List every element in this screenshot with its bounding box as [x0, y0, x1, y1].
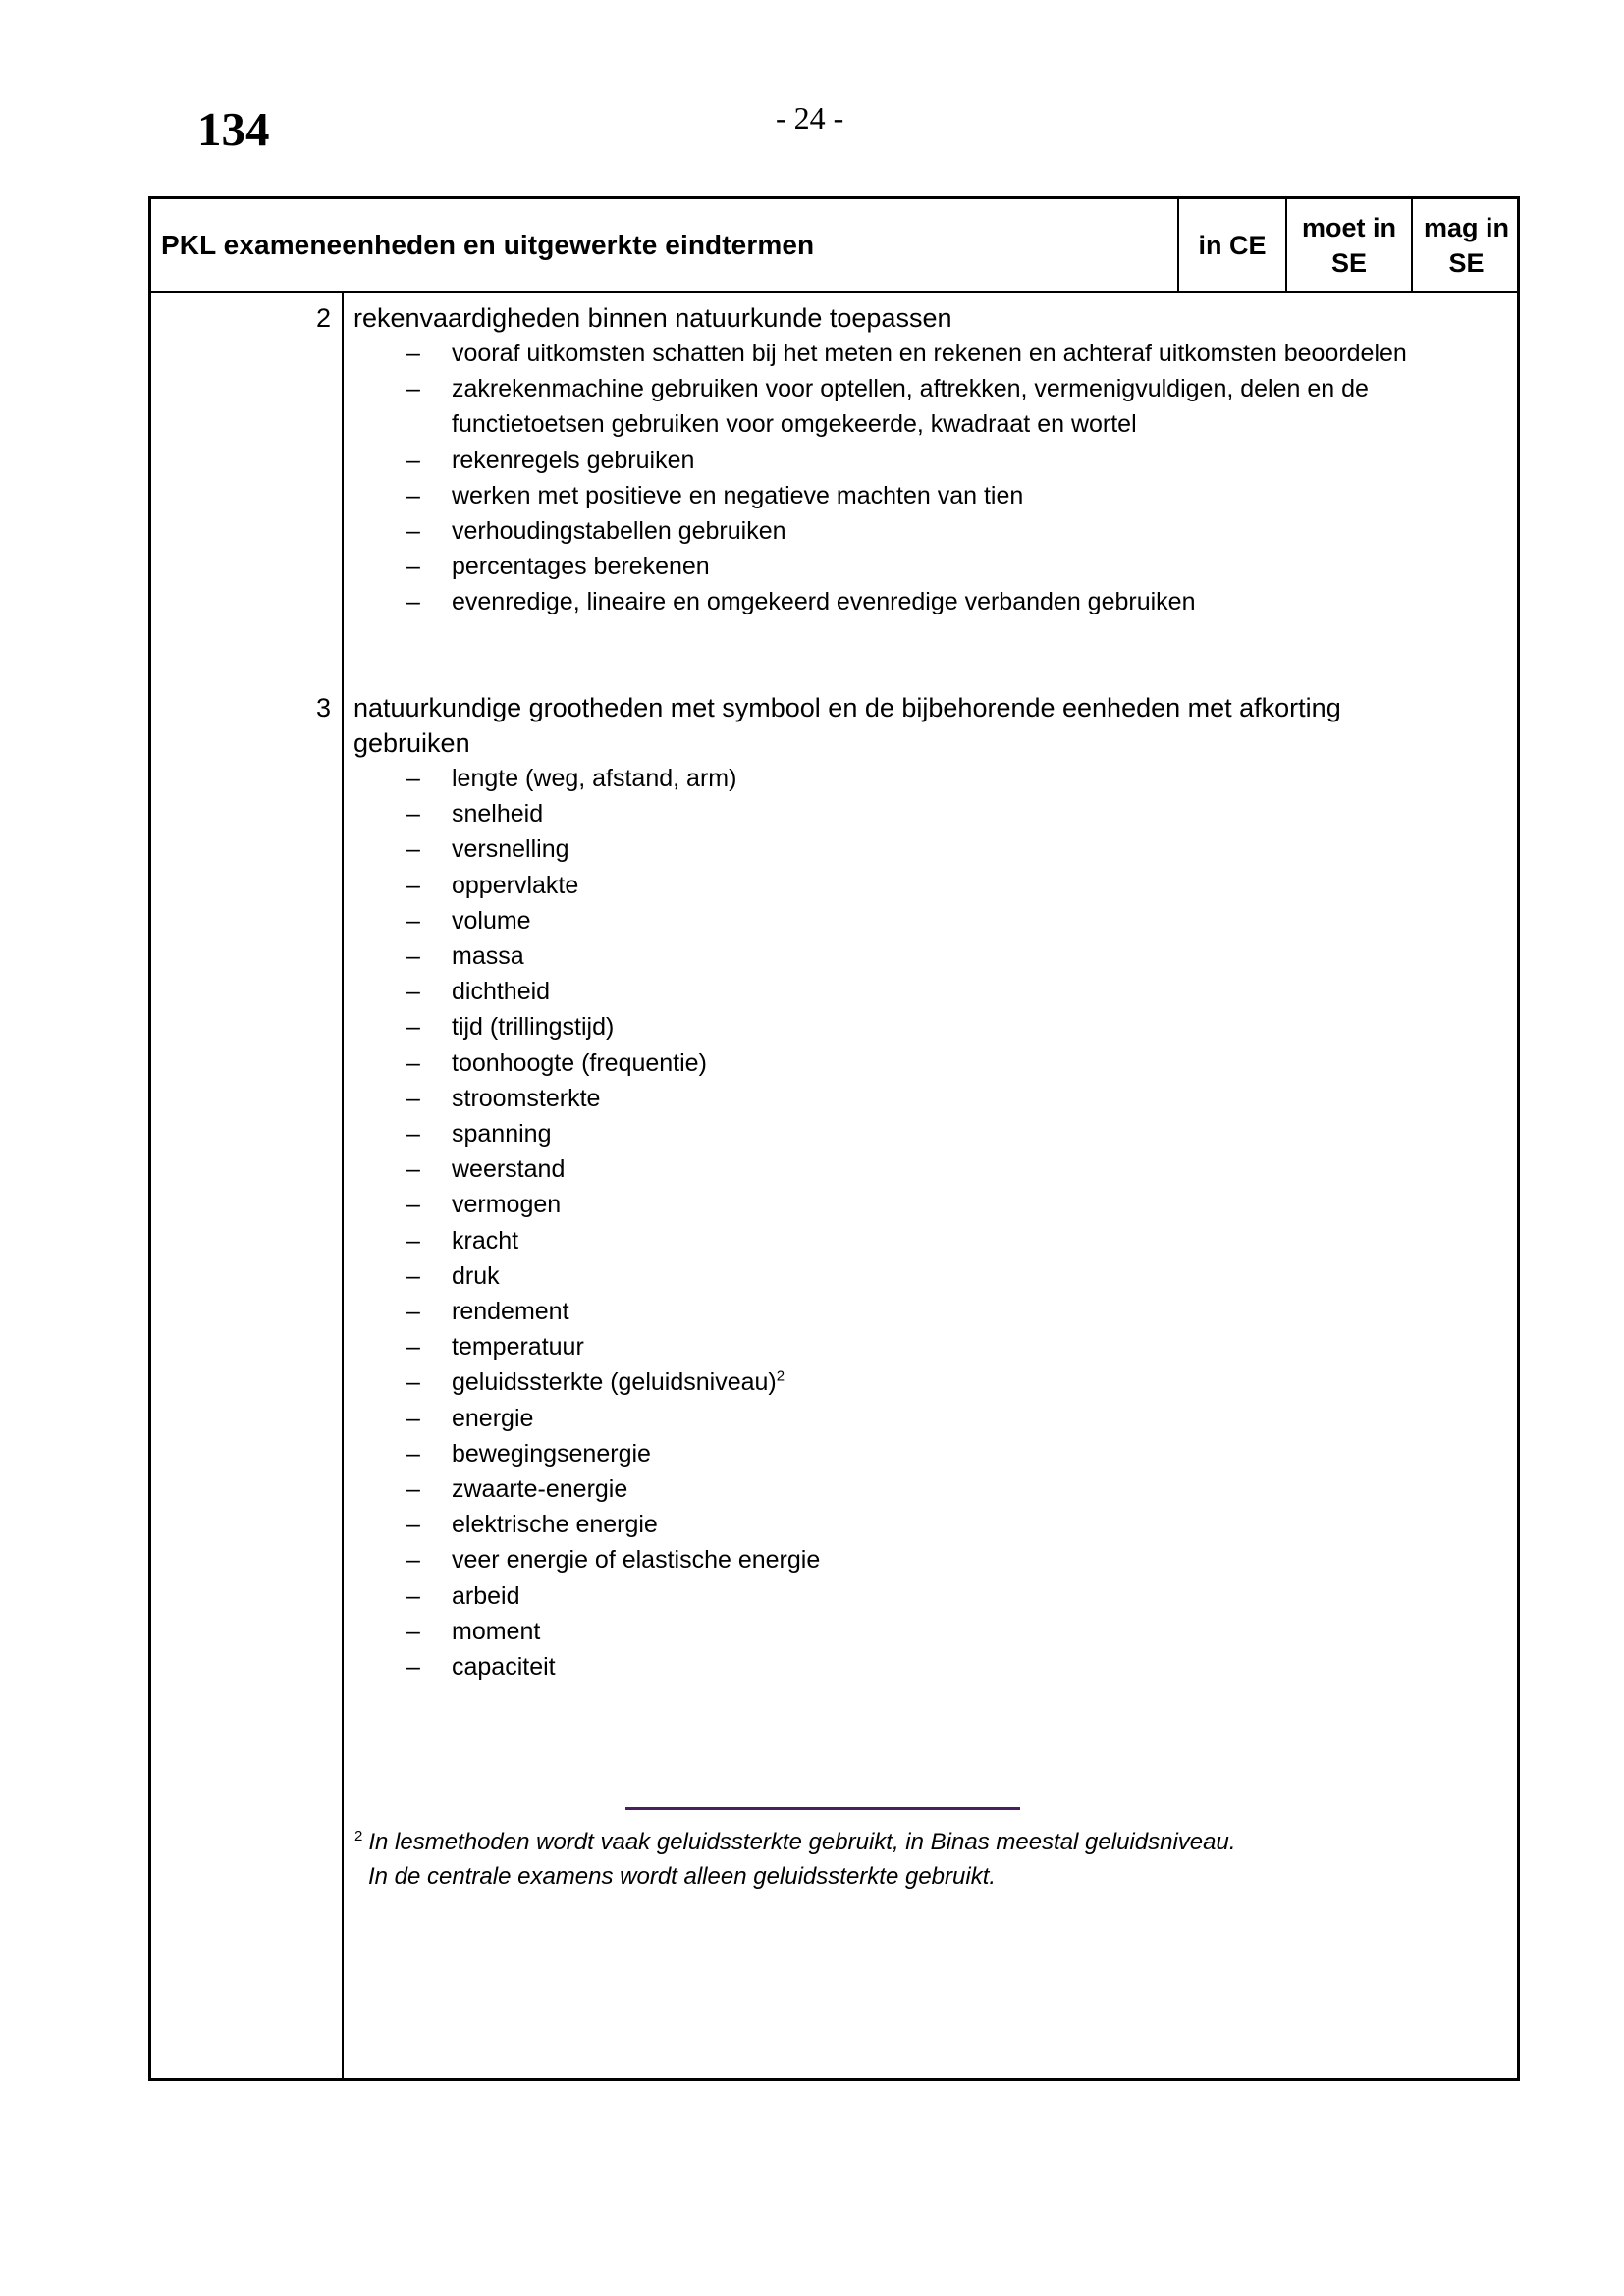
list-item-text: energie: [452, 1404, 534, 1432]
list-item: [406, 1578, 1494, 1614]
dash-bullet-icon: –: [406, 835, 420, 864]
list-item: [406, 1329, 1494, 1364]
list-item-text: werken met positieve en negatieve machten van tien: [452, 481, 1024, 509]
list-item-text: dichtheid: [452, 978, 551, 1006]
dash-bullet-icon: –: [406, 1298, 420, 1326]
section-number: 3: [315, 693, 331, 722]
list-item-text: lengte (weg, afstand, arm): [452, 765, 737, 792]
list-item-text: zwaarte-energie: [452, 1475, 628, 1504]
section-heading: rekenvaardigheden binnen natuurkunde toepassen: [353, 303, 952, 333]
list-item: [406, 1507, 1494, 1542]
dash-bullet-icon: –: [406, 871, 420, 899]
list-item: [406, 1081, 1494, 1116]
column-divider: [342, 291, 344, 2078]
list-item: [406, 868, 1494, 903]
dash-bullet-icon: –: [406, 1191, 420, 1219]
dash-bullet-icon: –: [406, 1084, 420, 1112]
list-item: [406, 584, 1494, 619]
section-items: [406, 761, 1487, 1684]
dash-bullet-icon: –: [406, 1475, 420, 1504]
list-item: [406, 938, 1494, 974]
list-item: [406, 549, 1494, 584]
dash-bullet-icon: –: [406, 1511, 420, 1539]
dash-bullet-icon: –: [406, 1368, 420, 1397]
dash-bullet-icon: –: [406, 1048, 420, 1077]
header-moet-in-se: moet in SE: [1285, 199, 1411, 291]
page-sub-number: - 24 -: [776, 100, 844, 135]
list-item: [406, 478, 1494, 513]
dash-bullet-icon: –: [406, 1013, 420, 1041]
list-item: [406, 1401, 1494, 1436]
dash-bullet-icon: –: [406, 1404, 420, 1432]
list-item-text: rekenregels gebruiken: [452, 446, 695, 474]
list-item-text: veer energie of elastische energie: [452, 1546, 821, 1575]
list-item: [406, 1436, 1494, 1471]
list-item-text: percentages berekenen: [452, 553, 710, 581]
dash-bullet-icon: –: [406, 375, 420, 403]
list-item-text: moment: [452, 1617, 541, 1645]
list-item-text: temperatuur: [452, 1333, 584, 1362]
list-item-text: vermogen: [452, 1191, 562, 1219]
list-item: [406, 1542, 1494, 1577]
list-item: [406, 1223, 1494, 1258]
list-item: [406, 1471, 1494, 1507]
footnote: [354, 1825, 1484, 1894]
dash-bullet-icon: –: [406, 446, 420, 474]
list-item: [406, 1258, 1494, 1294]
list-item: [406, 1045, 1494, 1081]
dash-bullet-icon: –: [406, 906, 420, 934]
list-item: [406, 1294, 1494, 1329]
list-item: [406, 371, 1494, 442]
list-item: [406, 831, 1494, 867]
footnote-separator: [625, 1807, 1020, 1810]
list-item: [406, 1009, 1494, 1044]
list-item: [406, 1116, 1494, 1151]
list-item-text: zakrekenmachine gebruiken voor optellen, aftrekken, vermenigvuldigen, delen en de functietoetsen gebruiken voor omgekeerde, kwadraat en wortel: [452, 375, 1369, 439]
page-number: 134: [197, 102, 270, 156]
list-item-text: stroomsterkte: [452, 1084, 601, 1112]
dash-bullet-icon: –: [406, 553, 420, 581]
section-heading: natuurkundige grootheden met symbool en de bijbehorende eenheden met afkorting gebruiken: [353, 693, 1341, 758]
footnote-text-1: In lesmethoden wordt vaak geluidssterkte gebruikt, in Binas meestal geluidsniveau.: [368, 1829, 1236, 1855]
dash-bullet-icon: –: [406, 1439, 420, 1468]
section-number: 2: [315, 303, 331, 333]
list-item-text: spanning: [452, 1120, 552, 1148]
list-item-text: volume: [452, 906, 531, 934]
dash-bullet-icon: –: [406, 481, 420, 509]
list-item-text: rendement: [452, 1298, 569, 1326]
dash-bullet-icon: –: [406, 1653, 420, 1682]
dash-bullet-icon: –: [406, 942, 420, 971]
dash-bullet-icon: –: [406, 588, 420, 616]
list-item-text: druk: [452, 1261, 500, 1290]
dash-bullet-icon: –: [406, 1261, 420, 1290]
dash-bullet-icon: –: [406, 1226, 420, 1255]
dash-bullet-icon: –: [406, 765, 420, 792]
footnote-line-1: [354, 1825, 1484, 1859]
eindtermen-table: [148, 196, 1520, 2081]
list-item: [406, 761, 1494, 796]
dash-bullet-icon: –: [406, 1155, 420, 1184]
list-item-text: evenredige, lineaire en omgekeerd evenredige verbanden gebruiken: [452, 588, 1196, 616]
dash-bullet-icon: –: [406, 1581, 420, 1610]
list-item-text: oppervlakte: [452, 871, 579, 899]
list-item-text: geluidssterkte (geluidsniveau): [452, 1368, 777, 1397]
dash-bullet-icon: –: [406, 1120, 420, 1148]
list-item-text: snelheid: [452, 800, 544, 828]
dash-bullet-icon: –: [406, 1617, 420, 1645]
footnote-mark: 2: [354, 1828, 363, 1844]
dash-bullet-icon: –: [406, 800, 420, 828]
list-item-text: kracht: [452, 1226, 519, 1255]
list-item-text: massa: [452, 942, 524, 971]
list-item-text: elektrische energie: [452, 1511, 658, 1539]
header-in-ce: in CE: [1177, 199, 1285, 291]
list-item-text: verhoudingstabellen gebruiken: [452, 517, 786, 546]
list-item-text: versnelling: [452, 835, 569, 864]
list-item: [406, 1364, 1494, 1400]
dash-bullet-icon: –: [406, 517, 420, 546]
dash-bullet-icon: –: [406, 1333, 420, 1362]
list-item: [406, 336, 1494, 371]
list-item: [406, 974, 1494, 1009]
list-item-text: arbeid: [452, 1581, 520, 1610]
footnote-reference: 2: [776, 1368, 785, 1386]
table-header: [151, 199, 1517, 293]
list-item: [406, 1151, 1494, 1187]
footnote-line-2: In de centrale examens wordt alleen geluidssterkte gebruikt.: [368, 1863, 997, 1890]
list-item-text: toonhoogte (frequentie): [452, 1048, 707, 1077]
list-item: [406, 1187, 1494, 1222]
dash-bullet-icon: –: [406, 978, 420, 1006]
list-item-text: capaciteit: [452, 1653, 556, 1682]
list-item-text: tijd (trillingstijd): [452, 1013, 615, 1041]
list-item-text: bewegingsenergie: [452, 1439, 651, 1468]
list-item: [406, 796, 1494, 831]
list-item: [406, 443, 1494, 478]
list-item-text: vooraf uitkomsten schatten bij het meten en rekenen en achteraf uitkomsten beoordelen: [452, 340, 1407, 367]
list-item: [406, 1614, 1494, 1649]
list-item: [406, 1649, 1494, 1684]
section-items: [406, 336, 1487, 620]
header-mag-in-se: mag in SE: [1411, 199, 1520, 291]
list-item: [406, 903, 1494, 938]
dash-bullet-icon: –: [406, 340, 420, 367]
list-item-text: weerstand: [452, 1155, 566, 1184]
header-title: PKL exameneenheden en uitgewerkte eindtermen: [161, 229, 815, 260]
dash-bullet-icon: –: [406, 1546, 420, 1575]
list-item: [406, 513, 1494, 549]
